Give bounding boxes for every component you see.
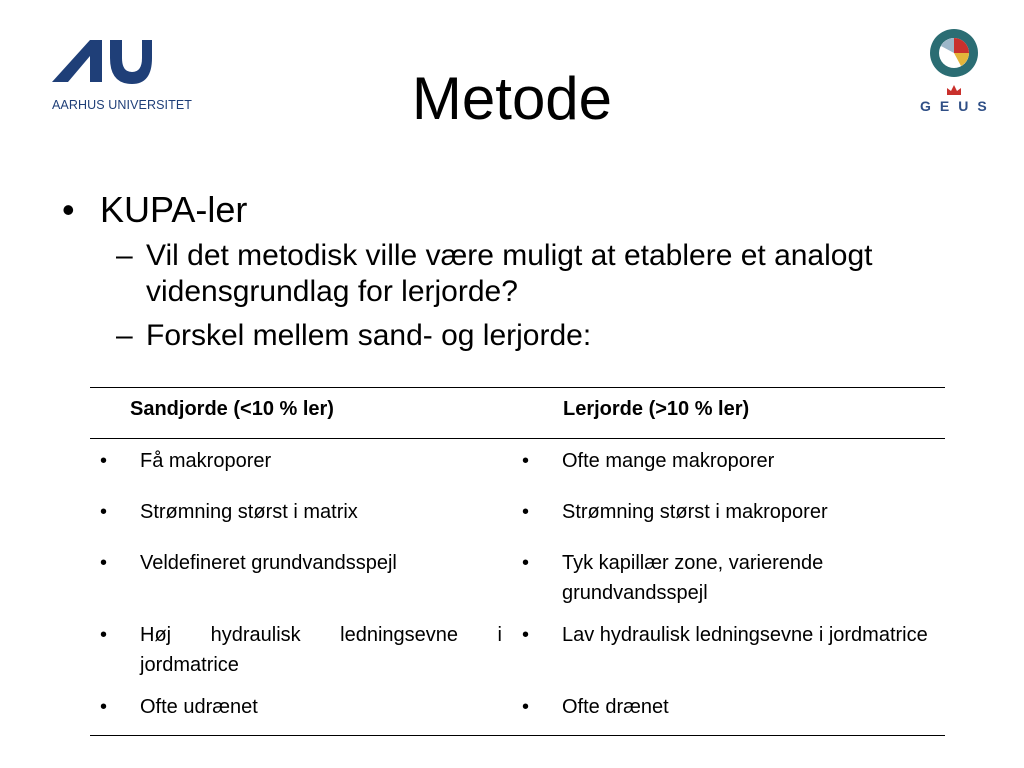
table-bottom-rule: [90, 735, 945, 736]
bullet-dot-icon: •: [522, 696, 530, 718]
sub-bullet-text: Vil det metodisk ville være muligt at etablere et analogt vidensgrundlag for lerjorde?: [146, 239, 873, 308]
cell-text: Veldefineret grundvandsspejl: [140, 552, 397, 574]
bullet-dot-icon: •: [100, 624, 108, 646]
column-header-sand: Sandjorde (<10 % ler): [130, 398, 334, 420]
au-logo-text: AARHUS UNIVERSITET: [52, 98, 193, 112]
bullet-text: KUPA-ler: [100, 189, 248, 230]
cell-text: Strømning størst i matrix: [140, 501, 358, 523]
sub-bullet-item: [56, 318, 956, 354]
bullet-dot-icon: •: [100, 501, 108, 523]
cell-text: Lav hydraulisk ledningsevne i jordmatrice: [562, 624, 928, 646]
geus-logo-text: GEUS: [920, 98, 996, 114]
table-top-rule: [90, 387, 945, 388]
bullet-dot-icon: •: [522, 552, 530, 574]
bullet-dot-icon: •: [100, 696, 108, 718]
bullet-list: [56, 188, 956, 354]
header-rule: [90, 438, 945, 439]
cell-text: Ofte udrænet: [140, 696, 258, 718]
sub-bullet-text: Forskel mellem sand- og lerjorde:: [146, 319, 592, 352]
bullet-item: [56, 188, 956, 232]
bullet-dot-icon: •: [522, 501, 530, 523]
bullet-dot-icon: •: [522, 450, 530, 472]
bullet-dot-icon: •: [522, 624, 530, 646]
cell-text: Få makroporer: [140, 450, 272, 472]
cell-text: Strømning størst i makroporer: [562, 501, 828, 523]
cell-text: Ofte mange makroporer: [562, 450, 775, 472]
cell-text: Tyk kapillær zone, varierende grundvandsspejl: [562, 552, 824, 604]
column-header-clay: Lerjorde (>10 % ler): [563, 398, 750, 420]
bullet-dot-icon: •: [100, 450, 108, 472]
slide-title: Metode: [411, 65, 613, 132]
bullet-dot-icon: •: [100, 552, 108, 574]
cell-text: Ofte drænet: [562, 696, 669, 718]
sub-bullet-item: [56, 238, 956, 310]
dash-icon: –: [116, 319, 133, 352]
dash-icon: –: [116, 239, 133, 272]
bullet-dot-icon: •: [62, 189, 75, 230]
cell-text: Høj hydraulisk ledningsevne i jordmatrice: [140, 624, 502, 676]
